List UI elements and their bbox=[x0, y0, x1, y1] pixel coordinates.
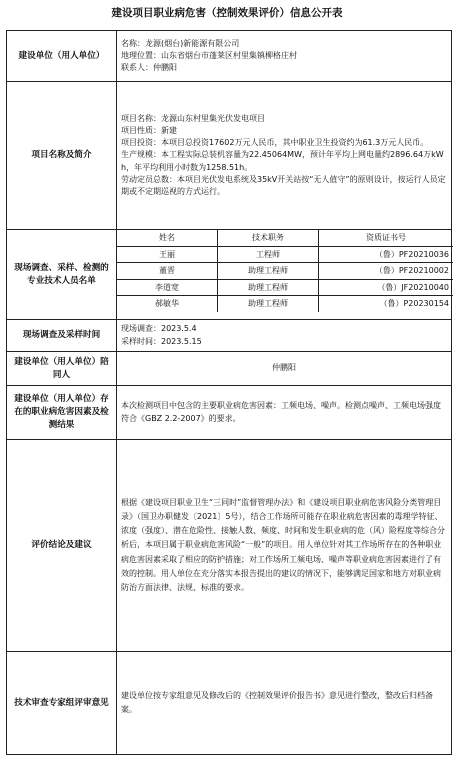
label-review: 技术审查专家组评审意见 bbox=[7, 652, 117, 754]
project-name: 项目名称：龙源山东村里集光伏发电项目 bbox=[121, 113, 265, 123]
row-escort bbox=[7, 351, 451, 385]
header-title: 技术职务 bbox=[218, 230, 319, 246]
row-staff-list bbox=[7, 229, 451, 319]
value-survey-time bbox=[117, 320, 451, 351]
value-project-info bbox=[117, 82, 451, 229]
table-row bbox=[117, 296, 453, 312]
conclusion-text: 根据《建设项目职业卫生“三同时”监督管理办法》和《建设项目职业病危害风险分类管理目录》（国卫办职健发〔2021〕5号），结合工作场所可能存在职业病危害因素的毒理学特征、浓度（强度）、潜在危险性、接触人数、频度、时间和发生职业病的危（风）险程度等综合分析后，本项目属于职业病危害风险“一般”的项目。用人单位针对其工作场所存在的各种职业病危害因素采取了相应的防护措施；对工作场所工频电场、噪声等职业病危害因素进行了有效的控制。用人单位在充分落实本报告提出的建议的情况下，能够满足国家和地方对职业病防治方面法律、法规、标准的要求。 bbox=[121, 497, 445, 592]
row-hazards bbox=[7, 385, 451, 439]
unit-name: 名称：龙源(烟台)新能源有限公司 bbox=[121, 38, 240, 48]
staff-title: 助理工程师 bbox=[218, 296, 319, 312]
staff-title: 工程师 bbox=[218, 246, 319, 263]
project-staffing: 劳动定员总数：本项目光伏发电系统及35kV开关站按“无人值守”的原则设计，按运行人员定期或不定期巡视的方式运行。 bbox=[121, 174, 446, 196]
hazards-text: 本次检测项目中包含的主要职业病危害因素：工频电场、噪声。检测点噪声、工频电场强度符合《GBZ 2.2-2007》的要求。 bbox=[121, 401, 441, 423]
table-row bbox=[117, 279, 453, 296]
staff-table bbox=[117, 230, 453, 312]
staff-name: 李道宽 bbox=[117, 279, 218, 296]
staff-title: 助理工程师 bbox=[218, 263, 319, 280]
survey-date: 现场调查：2023.5.4 bbox=[121, 324, 197, 334]
staff-cert: （鲁）PF20210002 bbox=[319, 263, 454, 280]
row-review bbox=[7, 651, 451, 754]
table-row bbox=[117, 263, 453, 280]
info-table bbox=[6, 30, 452, 755]
label-project-info: 项目名称及简介 bbox=[7, 82, 117, 229]
project-scale: 生产规模：本工程实际总装机容量为22.45064MW，预计年平均上网电量约2896.64万kWh，年平均利用小时数为1258.51h。 bbox=[121, 150, 444, 172]
staff-cert: （鲁）P20230154 bbox=[319, 296, 454, 312]
row-conclusion bbox=[7, 439, 451, 651]
unit-contact: 联系人：仲鹏阳 bbox=[121, 63, 177, 73]
sampling-date: 采样时间：2023.5.15 bbox=[121, 336, 202, 346]
value-construction-unit bbox=[117, 31, 451, 81]
staff-title: 助理工程师 bbox=[218, 279, 319, 296]
label-conclusion: 评价结论及建议 bbox=[7, 440, 117, 651]
staff-name: 郝敏华 bbox=[117, 296, 218, 312]
staff-cert: （鲁）JF20210040 bbox=[319, 279, 454, 296]
label-staff-list: 现场调查、采样、检测的专业技术人员名单 bbox=[7, 230, 117, 319]
header-name: 姓名 bbox=[117, 230, 218, 246]
value-review bbox=[117, 652, 451, 754]
value-escort bbox=[117, 352, 451, 385]
staff-name: 董晋 bbox=[117, 263, 218, 280]
value-conclusion bbox=[117, 440, 451, 651]
row-project-info bbox=[7, 81, 451, 229]
row-survey-time bbox=[7, 319, 451, 351]
label-survey-time: 现场调查及采样时间 bbox=[7, 320, 117, 351]
table-row bbox=[117, 246, 453, 263]
header-cert: 资质证书号 bbox=[319, 230, 454, 246]
project-nature: 项目性质：新建 bbox=[121, 125, 177, 135]
review-text: 建设单位按专家组意见及修改后的《控制效果评价报告书》意见进行整改，整改后归档备案。 bbox=[121, 691, 433, 714]
value-hazards bbox=[117, 386, 451, 439]
project-investment: 项目投资：本项目总投资17602万元人民币，其中职业卫生投资约为61.3万元人民币。 bbox=[121, 138, 429, 148]
label-hazards: 建设单位（用人单位）存在的职业病危害因素及检测结果 bbox=[7, 386, 117, 439]
staff-name: 王丽 bbox=[117, 246, 218, 263]
staff-header-row bbox=[117, 230, 453, 246]
label-escort: 建设单位（用人单位）陪同人 bbox=[7, 352, 117, 385]
page-title: 建设项目职业病危害（控制效果评价）信息公开表 bbox=[111, 7, 343, 19]
row-construction-unit bbox=[7, 31, 451, 81]
unit-location: 地理位置：山东省烟台市蓬莱区村里集镇柳格庄村 bbox=[121, 50, 297, 60]
label-construction-unit: 建设单位（用人单位） bbox=[7, 31, 117, 81]
staff-cert: （鲁）PF20210036 bbox=[319, 246, 454, 263]
escort-name: 仲鹏阳 bbox=[272, 363, 296, 373]
